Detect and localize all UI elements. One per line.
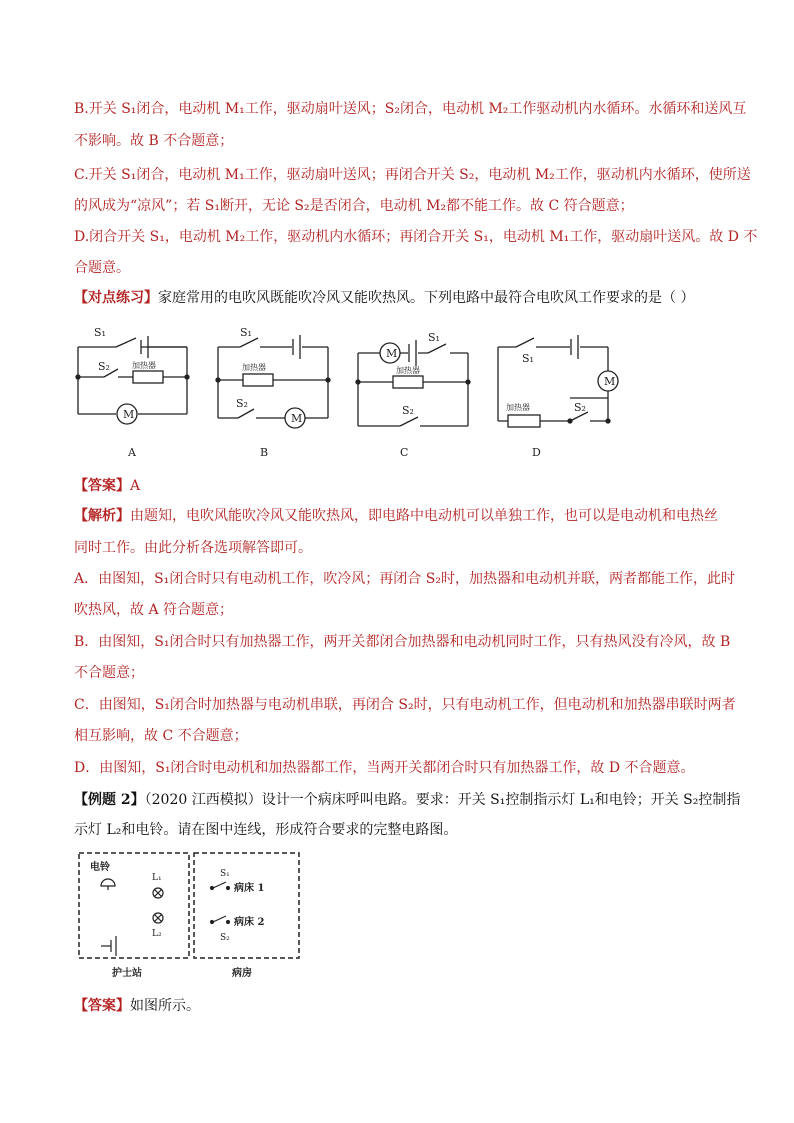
ward-label: 病房 — [232, 968, 252, 979]
nurse-station-label: 护士站 — [112, 968, 142, 979]
switch-s2-label: S₂ — [220, 933, 230, 943]
circuit-b — [216, 335, 330, 428]
bell-label: 电铃 — [90, 862, 110, 873]
answer-tag: 【答案】 — [74, 478, 130, 494]
circuit-c-s2-label: S₂ — [402, 404, 414, 417]
practice-text: 家庭常用的电吹风既能吹冷风又能吹热风。下列电路中最符合电吹风工作要求的是（ ） — [158, 290, 695, 306]
circuit-d-motor-label: M — [604, 375, 616, 388]
answer-value: A — [130, 478, 141, 494]
analysis-line-1 — [74, 506, 718, 526]
answer-line — [74, 476, 140, 496]
circuit-b-motor-label: M — [291, 412, 303, 425]
circuit-diagrams — [70, 318, 630, 463]
circuit-b-s2-label: S₂ — [236, 397, 248, 410]
battery-icon — [101, 936, 116, 956]
practice-question — [74, 288, 694, 308]
lamp-l1-label: L₁ — [152, 873, 162, 883]
option-d-line-1: D.闭合开关 S₁，电动机 M₂工作，驱动机内水循环；再闭合开关 S₁，电动机 M₁工作，驱动扇叶送风。故 D 不 — [74, 229, 758, 245]
analysis-line-2: 同时工作。由此分析各选项解答即可。 — [74, 540, 312, 556]
answer2-text: 如图所示。 — [130, 998, 200, 1014]
option-b-line-1: B.开关 S₁闭合，电动机 M₁工作，驱动扇叶送风；S₂闭合，电动机 M₂工作驱动机内水循环。水循环和送风互 — [74, 101, 747, 117]
circuit-b-heater-label: 加热器 — [242, 363, 266, 372]
bell-icon — [101, 879, 115, 886]
analysis-d-line: D．由图知，S₁闭合时电动机和加热器都工作，当两开关都闭合时只有加热器工作，故 D 不合题意。 — [74, 760, 695, 776]
circuit-a-s2-label: S₂ — [98, 360, 110, 373]
circuit-label-d: D — [532, 446, 541, 459]
analysis-b-line-2: 不合题意； — [74, 665, 144, 681]
circuit-a-heater-label: 加热器 — [132, 361, 156, 370]
switch-s1-label: S₁ — [220, 869, 230, 879]
example-tag: 【例题 2】 — [74, 792, 145, 808]
bed-call-diagram — [74, 850, 304, 982]
practice-tag: 【对点练习】 — [74, 290, 158, 306]
circuit-a-s1-label: S₁ — [94, 326, 106, 339]
circuit-label-a: A — [128, 446, 136, 459]
bed-1-label: 病床 1 — [234, 883, 265, 894]
answer2-tag: 【答案】 — [74, 998, 130, 1014]
option-d-line-2: 合题意。 — [74, 260, 130, 276]
example-line-2: 示灯 L₂和电铃。请在图中连线，形成符合要求的完整电路图。 — [74, 822, 458, 838]
circuit-label-b: B — [260, 446, 269, 459]
circuit-b-s1-label: S₁ — [240, 326, 252, 339]
analysis-a-line-1: A．由图知，S₁闭合时只有电动机工作，吹冷风；再闭合 S₂时，加热器和电动机并联，两者都能工作，此时 — [74, 571, 735, 587]
circuit-d-s1-label: S₁ — [522, 352, 534, 365]
analysis-tag: 【解析】 — [74, 508, 130, 524]
option-c-line-1: C.开关 S₁闭合，电动机 M₁工作，驱动扇叶送风；再闭合开关 S₂，电动机 M₂工作，驱动机内水循环，使所送 — [74, 167, 751, 183]
option-b-line-2: 不影响。故 B 不合题意； — [74, 133, 234, 149]
analysis-c-line-2: 相互影响，故 C 不合题意； — [74, 728, 248, 744]
circuit-c-heater-label: 加热器 — [396, 366, 420, 375]
switch-s1-icon — [211, 882, 230, 890]
circuit-a-motor-label: M — [123, 408, 135, 421]
switch-s2-icon — [211, 916, 230, 924]
circuit-d-s2-label: S₂ — [574, 401, 586, 414]
analysis-c-line-1: C．由图知，S₁闭合时加热器与电动机串联，再闭合 S₂时，只有电动机工作，但电动机和加热器串联时两者 — [74, 697, 736, 713]
bed-2-label: 病床 2 — [234, 917, 265, 928]
circuit-d-heater-label: 加热器 — [506, 403, 530, 412]
example-source: （2020 江西模拟） — [144, 792, 262, 808]
ward-box — [194, 853, 299, 958]
option-c-line-2: 的风成为“凉风”；若 S₁断开，无论 S₂是否闭合，电动机 M₂都不能工作。故 C 符合题意； — [74, 198, 634, 214]
circuit-label-c: C — [400, 446, 409, 459]
circuit-c-s1-label: S₁ — [428, 331, 440, 344]
example-line-1 — [74, 790, 740, 810]
lamp-l2-label: L₂ — [152, 929, 162, 939]
analysis-text-1: 由题知，电吹风能吹冷风又能吹热风，即电路中电动机可以单独工作，也可以是电动机和电热丝 — [130, 508, 718, 524]
circuit-c-motor-label: M — [386, 347, 398, 360]
analysis-b-line-1: B．由图知，S₁闭合时只有加热器工作，两开关都闭合加热器和电动机同时工作，只有热风没有冷风，故 B — [74, 634, 731, 650]
answer2-line — [74, 996, 200, 1016]
analysis-a-line-2: 吹热风，故 A 符合题意； — [74, 602, 234, 618]
example-text-1: 设计一个病床呼叫电路。要求：开关 S₁控制指示灯 L₁和电铃；开关 S₂控制指 — [261, 792, 741, 808]
circuit-d — [498, 335, 618, 427]
